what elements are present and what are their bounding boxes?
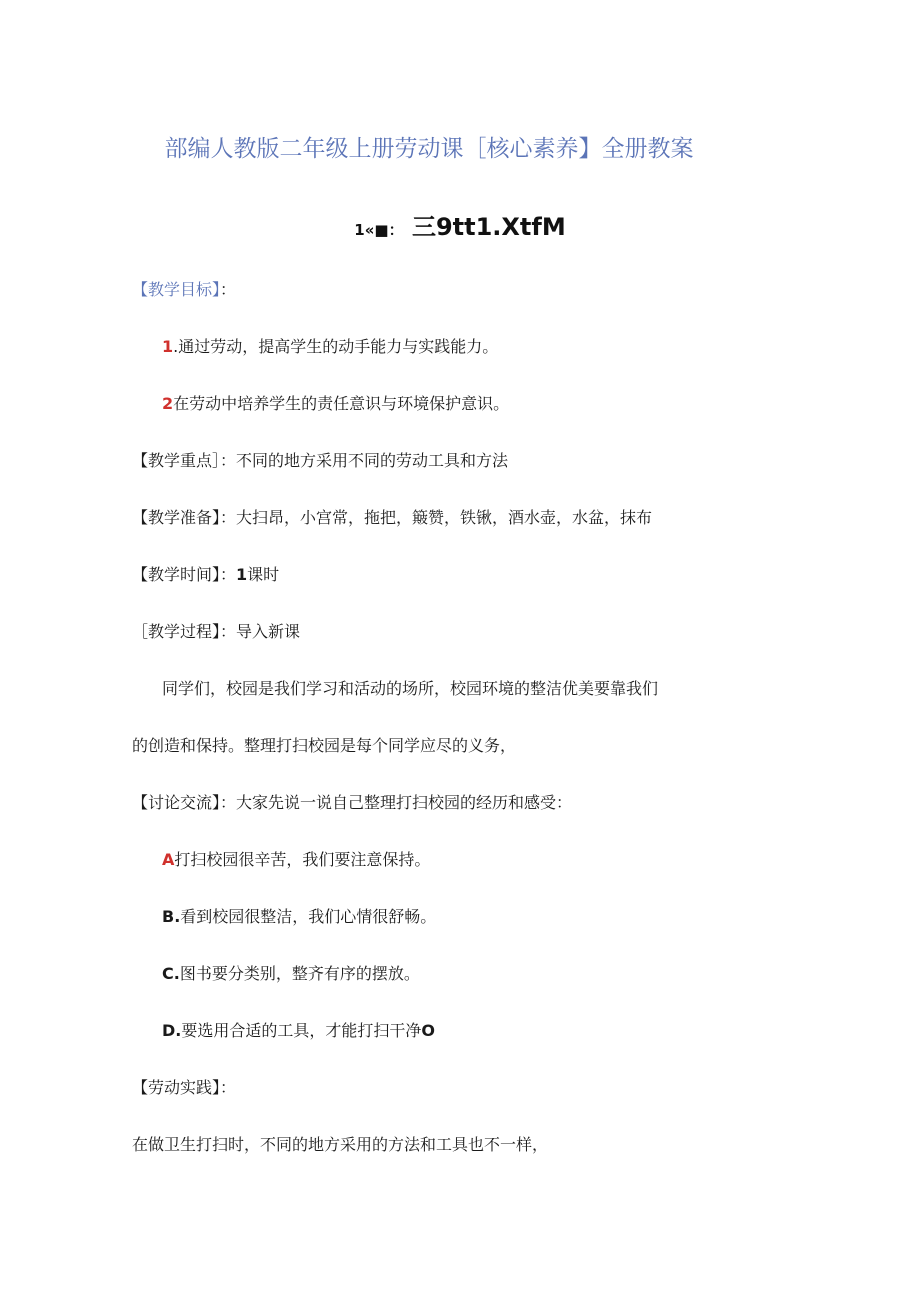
discussion-heading: 【讨论交流】：大家先说一说自己整理打扫校园的经历和感受： [132,793,573,812]
document-title: 部编人教版二年级上册劳动课［核心素养】全册教案 [164,136,694,162]
option-a [162,849,430,871]
goal-text-2: 在劳动中培养学生的责任意识与环境保护意识。 [173,394,510,413]
practice-label: 【劳动实践】 [132,1078,221,1097]
option-c [162,963,420,985]
option-b-mark: B. [162,907,181,926]
goal-item-2 [162,393,509,415]
teaching-focus: 【教学重点］：不同的地方采用不同的劳动工具和方法 [132,451,509,470]
goals-colon: ： [220,280,237,299]
goals-heading [132,279,236,301]
practice-heading [132,1077,236,1099]
option-c-mark: C. [162,964,180,983]
option-d [162,1020,435,1042]
teaching-process: ［教学过程】：导入新课 [132,622,301,641]
option-d-end: O [421,1021,435,1040]
time-number: 1 [236,565,248,584]
goal-text-1: .通过劳动，提高学生的动手能力与实践能力。 [173,337,499,356]
lesson-heading-text: 三9tt1.XtfM [411,213,566,241]
option-b-text: 看到校园很整洁，我们心情很舒畅。 [180,907,437,926]
lesson-heading [0,211,920,246]
intro-paragraph-line-2: 的创造和保持。整理打扫校园是每个同学应尽的义务， [132,736,517,755]
goals-label: 【教学目标】 [132,280,221,299]
time-label: 【教学时间】： [132,565,237,584]
option-b [162,906,436,928]
practice-colon: ： [220,1078,237,1097]
teaching-preparation: 【教学准备】：大扫昂，小宫常，拖把，簸赞，铁锹，酒水壶，水盆，抹布 [132,508,653,527]
option-a-mark: A [162,850,175,869]
option-d-mark: D. [162,1021,182,1040]
goal-item-1 [162,336,498,358]
lesson-heading-prefix: 1«■： [354,221,404,239]
goal-number-2: 2 [162,394,174,413]
time-unit: 课时 [247,565,280,584]
option-c-text: 图书要分类别，整齐有序的摆放。 [179,964,420,983]
goal-number-1: 1 [162,337,174,356]
teaching-time [132,564,279,586]
option-d-text: 要选用合适的工具，才能打扫干净 [181,1021,422,1040]
practice-paragraph: 在做卫生打扫时，不同的地方采用的方法和工具也不一样， [132,1135,549,1154]
intro-paragraph-line-1: 同学们，校园是我们学习和活动的场所，校园环境的整洁优美要靠我们 [162,679,659,698]
option-a-text: 打扫校园很辛苦，我们要注意保持。 [174,850,431,869]
